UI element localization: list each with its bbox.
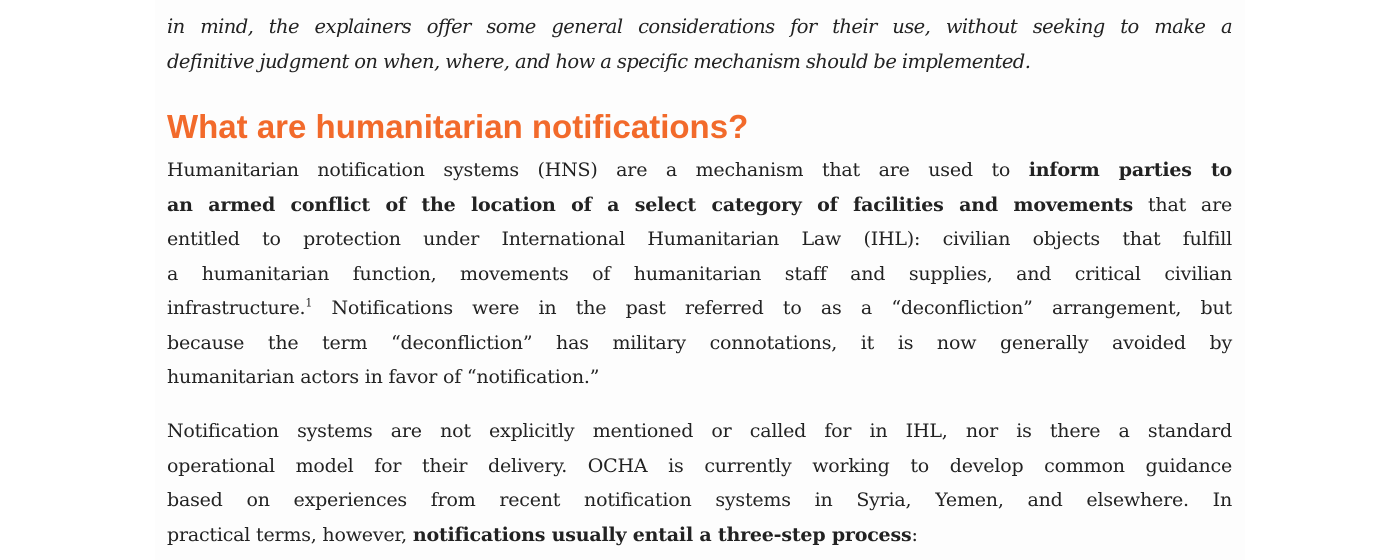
text-segment: infrastructure.: [167, 297, 306, 319]
text-line: [167, 449, 1232, 484]
intro-paragraph: [167, 10, 1232, 79]
text-segment: because the term “deconfliction” has military connotations, it is now generally avoided by: [167, 331, 1232, 354]
text-segment: Humanitarian notification systems (HNS) are a mechanism that are used to: [167, 159, 1029, 181]
section-heading: What are humanitarian notifications?: [167, 108, 749, 145]
text-segment: that are: [1133, 193, 1232, 216]
paragraph-hns-definition: [167, 153, 1232, 395]
text-line: [167, 483, 1232, 518]
bold-text: notifications usually entail a three-step process: [412, 523, 912, 546]
text-line: [167, 360, 1232, 395]
text-line: [167, 291, 1232, 326]
bold-text: inform parties to: [1028, 159, 1232, 181]
text-segment: based on experiences from recent notification systems in Syria, Yemen, and elsewhere. In: [167, 489, 1232, 511]
text-line: [167, 45, 1232, 80]
text-segment: Notifications were in the past referred to as a “deconfliction” arrangement, but: [312, 297, 1232, 319]
text-segment: humanitarian actors in favor of “notification.”: [167, 366, 600, 388]
bold-text: an armed conflict of the location of a select category of facilities and movements: [167, 193, 1134, 216]
text-segment: :: [911, 523, 918, 546]
text-line: [167, 222, 1232, 257]
text-segment: operational model for their delivery. OCHA is currently working to develop common guidance: [167, 454, 1232, 477]
text-line: [167, 153, 1232, 188]
text-line: [167, 257, 1232, 292]
text-line: [167, 188, 1232, 223]
text-segment: definitive judgment on when, where, and how a specific mechanism should be implemented.: [167, 49, 1031, 73]
text-line: [167, 414, 1232, 449]
text-segment: entitled to protection under International Humanitarian Law (IHL): civilian objects that fulfill: [167, 228, 1232, 250]
text-segment: a humanitarian function, movements of humanitarian staff and supplies, and critical civilian: [167, 262, 1232, 285]
paragraph-notification-process: [167, 414, 1232, 552]
text-line: [167, 518, 1232, 553]
footnote-ref: 1: [305, 296, 313, 310]
text-segment: in mind, the explainers offer some general considerations for their use, without seeking to make a: [167, 15, 1232, 38]
text-segment: practical terms, however,: [167, 523, 413, 546]
text-line: [167, 10, 1232, 45]
text-segment: Notification systems are not explicitly mentioned or called for in IHL, nor is there a standard: [167, 420, 1232, 442]
text-line: [167, 326, 1232, 361]
